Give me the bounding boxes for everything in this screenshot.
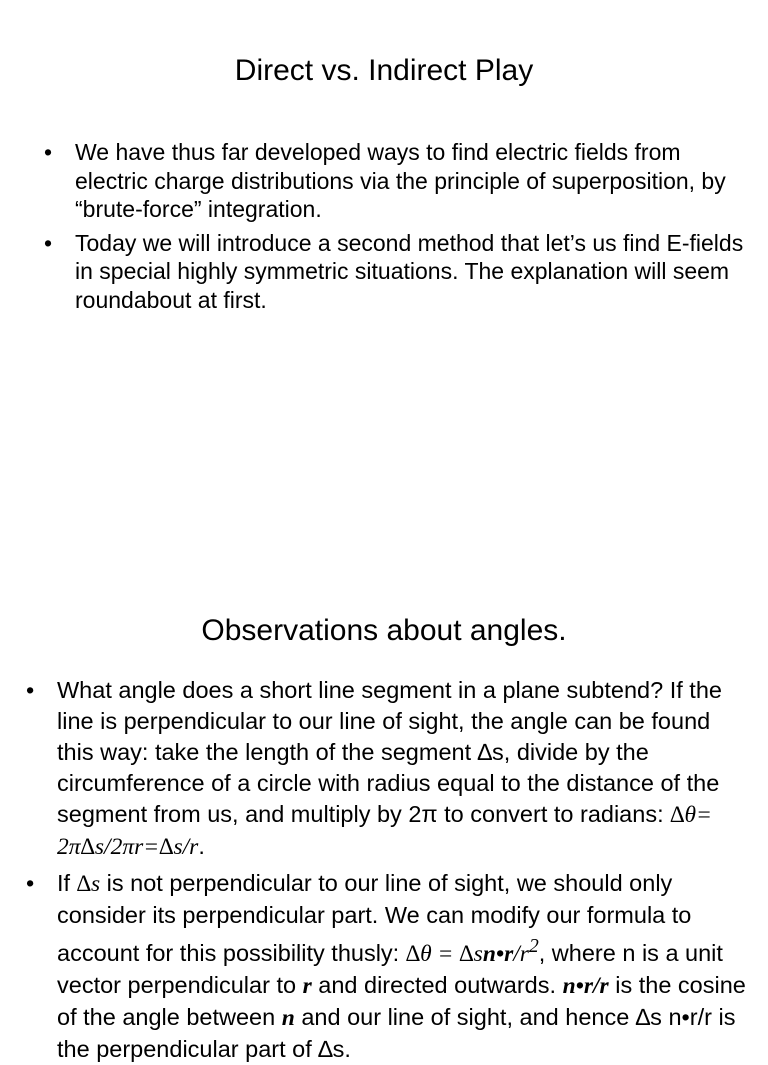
vector-r: r — [302, 972, 312, 999]
bullet-icon: • — [26, 677, 35, 703]
slide-observations-about-angles — [0, 580, 768, 1062]
slide-title: Observations about angles. — [201, 614, 567, 647]
list-item — [26, 868, 746, 1065]
list-item — [44, 229, 744, 315]
bullet-text: and directed outwards. — [311, 971, 563, 998]
bullet-text: Today we will introduce a second method that let’s us find E-fields in special highly symmetric situations. The explanation will seem roundabout at first. — [75, 229, 744, 313]
cosine-expression: n•r/r — [562, 972, 609, 999]
bullet-icon: • — [44, 229, 53, 256]
bullet-text: What angle does a short line segment in a plane subtend? If the line is perpendicular to our line of sight, the angle can be found this way: take the length of the segment ∆s, divide by the circumference of a circle with radius equal to the distance of the segment from us, and multiply by 2π to convert to radians: — [57, 677, 722, 827]
bullet-text: and our line of sight, and hence ∆s n•r/r is the perpendicular part of ∆s. — [57, 1003, 736, 1062]
slide-title: Direct vs. Indirect Play — [234, 54, 534, 87]
formula-part: n•r — [482, 940, 514, 967]
bullet-list — [26, 675, 746, 1065]
bullet-icon: • — [44, 139, 53, 165]
bullet-text: , where n is a unit vector perpendicular to — [57, 939, 723, 998]
delta-s-symbol: ∆s — [76, 871, 101, 897]
angle-formula: ∆θ= 2π∆s/2πr=∆s/r — [57, 802, 712, 860]
formula-part: ∆θ = ∆s — [405, 940, 483, 967]
bullet-text-end: . — [198, 833, 205, 859]
list-item — [26, 675, 746, 863]
bullet-icon: • — [26, 870, 35, 896]
formula-exponent: 2 — [528, 936, 539, 957]
list-item — [44, 138, 744, 224]
vector-n: n — [281, 1004, 295, 1031]
bullet-text: If — [57, 870, 77, 896]
bullet-text: We have thus far developed ways to find electric fields from electric charge distributions via the principle of superposition, by “brute-force” integration. — [75, 139, 726, 222]
bullet-list — [44, 138, 744, 314]
formula-part: /r — [513, 940, 529, 967]
bullet-text: is not perpendicular to our line of sight, we should only consider its perpendicular part. We can modify our formula to account for this possibility thusly: — [57, 870, 692, 966]
bullet-text: is the cosine of the angle between — [57, 971, 746, 1030]
